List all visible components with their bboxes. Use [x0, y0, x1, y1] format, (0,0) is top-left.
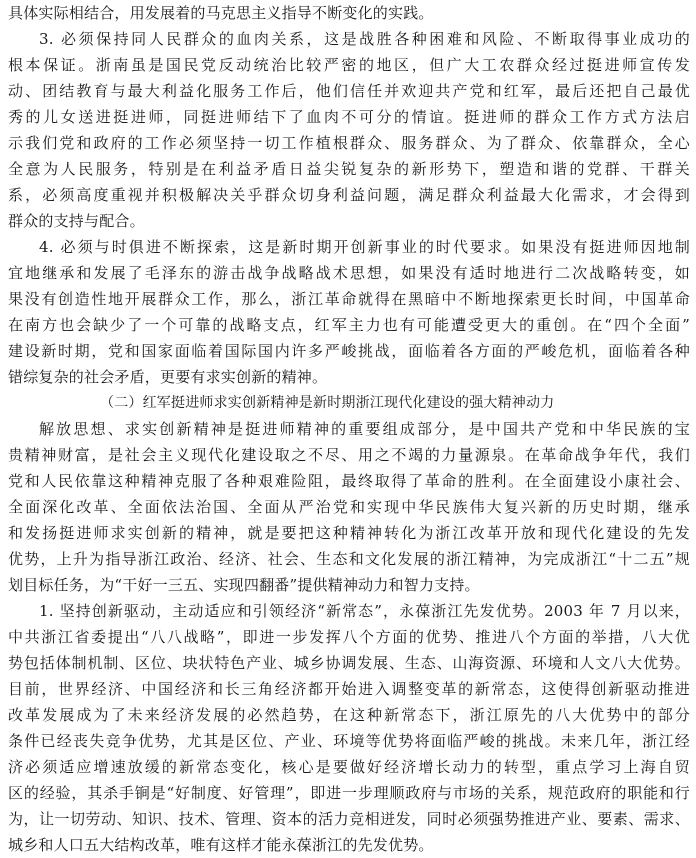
text-line: 目前，世界经济、中国经济和长三角经济都开始进入调整变革的新常态，这使得创新驱动推进: [8, 680, 690, 698]
text-line: 城乡和人口五大结构改革，唯有这样才能永葆浙江的先发优势。: [8, 836, 434, 854]
paragraph-intro: [8, 416, 690, 598]
text-line: 全面深化改革、全面依法治国、全面从严治党和实现中华民族伟大复兴新的历史时期，继承: [8, 498, 690, 516]
text-line: 4. 必须与时俱进不断探索，这是新时期开创新事业的时代要求。如果没有挺进师因地制: [39, 238, 690, 256]
text-line: 系，必须高度重视并积极解决关乎群众切身利益问题，满足群众利益最大化需求，才会得到: [8, 186, 690, 204]
text-line: 条件已经丧失竞争优势，尤其是区位、产业、环境等优势将面临严峻的挑战。未来几年，浙江经: [8, 732, 690, 750]
text-line: 区的经验，其杀手锏是“好制度、好管理”，即进一步理顺政府与市场的关系，规范政府的职能和行: [8, 784, 690, 802]
text-line: 建设新时期，党和国家面临着国际国内许多严峻挑战，面临着各方面的严峻危机，面临着各种: [8, 342, 690, 360]
text-line: 秀的儿女送进挺进师，同挺进师结下了血肉不可分的情谊。挺进师的群众工作方式方法启: [8, 108, 690, 126]
text-line: 动、团结教育与最大利益化服务工作后，他们信任并欢迎共产党和红军，最后还把自己最优: [8, 82, 690, 100]
paragraph-continuation: [8, 0, 690, 26]
text-line: 解放思想、求实创新精神是挺进师精神的重要组成部分，是中国共产党和中华民族的宝: [39, 420, 690, 438]
text-line: 具体实际相结合，用发展着的马克思主义指导不断变化的实践。: [8, 4, 434, 22]
text-line: 果没有创造性地开展群众工作，那么，浙江革命就得在黑暗中不断地探索更长时间，中国革命: [8, 290, 690, 308]
text-line: 根本保证。浙南虽是国民党反动统治比较严密的地区，但广大工农群众经过挺进师宣传发: [8, 56, 690, 74]
text-line: 济必须适应增速放缓的新常态变化，核心是要做好经济增长动力的转型，重点学习上海自贸: [8, 758, 690, 776]
text-line: 改革发展成为了未来经济发展的必然趋势，在这种新常态下，浙江原先的八大优势中的部分: [8, 706, 690, 724]
text-line: 错综复杂的社会矛盾，更要有求实创新的精神。: [8, 368, 328, 386]
text-line: 优势，上升为指导浙江政治、经济、社会、生态和文化发展的浙江精神，为完成浙江“十二五”规: [8, 550, 690, 568]
section-heading: （二）红军挺进师求实创新精神是新时期浙江现代化建设的强大精神动力: [100, 395, 555, 411]
text-line: 势包括体制机制、区位、块状特色产业、城乡协调发展、生态、山海资源、环境和人文八大优势。: [8, 654, 690, 672]
text-line: 为，让一切劳动、知识、技术、管理、资本的活力竞相迸发，同时必须强势推进产业、要素、需求、: [8, 810, 690, 828]
text-line: 群众的支持与配合。: [8, 212, 145, 230]
text-line: 宜地继承和发展了毛泽东的游击战争战略战术思想，如果没有适时地进行二次战略转变，如: [8, 264, 690, 282]
text-line: 在南方也会缺少了一个可靠的战略支点，红军主力也有可能遭受更大的重创。在“四个全面”: [8, 316, 690, 334]
text-line: 全意为人民服务，特别是在利益矛盾日益尖锐复杂的新形势下，塑造和谐的党群、干群关: [8, 160, 690, 178]
text-line: 和发扬挺进师求实创新的精神，就是要把这种精神转化为浙江改革开放和现代化建设的先发: [8, 524, 690, 542]
text-line: 贵精神财富，是社会主义现代化建设取之不尽、用之不竭的力量源泉。在革命战争年代，我们: [8, 446, 690, 464]
text-line: 党和人民依靠这种精神克服了各种艰难险阻，最终取得了革命的胜利。在全面建设小康社会、: [8, 472, 690, 490]
text-line: 1. 坚持创新驱动，主动适应和引领经济“新常态”，永葆浙江先发优势。2003 年 7 月以来，: [39, 602, 690, 620]
text-line: 示我们党和政府的工作必须坚持一切工作植根群众、服务群众、为了群众、依靠群众，全心: [8, 134, 690, 152]
paragraph-point-1: [8, 598, 690, 858]
text-line: 划目标任务，为“干好一三五、实现四翻番”提供精神动力和智力支持。: [8, 576, 480, 594]
text-line: 3. 必须保持同人民群众的血肉关系，这是战胜各种困难和风险、不断取得事业成功的: [39, 30, 690, 48]
paragraph-point-4: [8, 234, 690, 390]
document-page: [8, 0, 690, 858]
paragraph-point-3: [8, 26, 690, 234]
text-line: 中共浙江省委提出“八八战略”，即进一步发挥八个方面的优势、推进八个方面的举措，八大优: [8, 628, 690, 646]
